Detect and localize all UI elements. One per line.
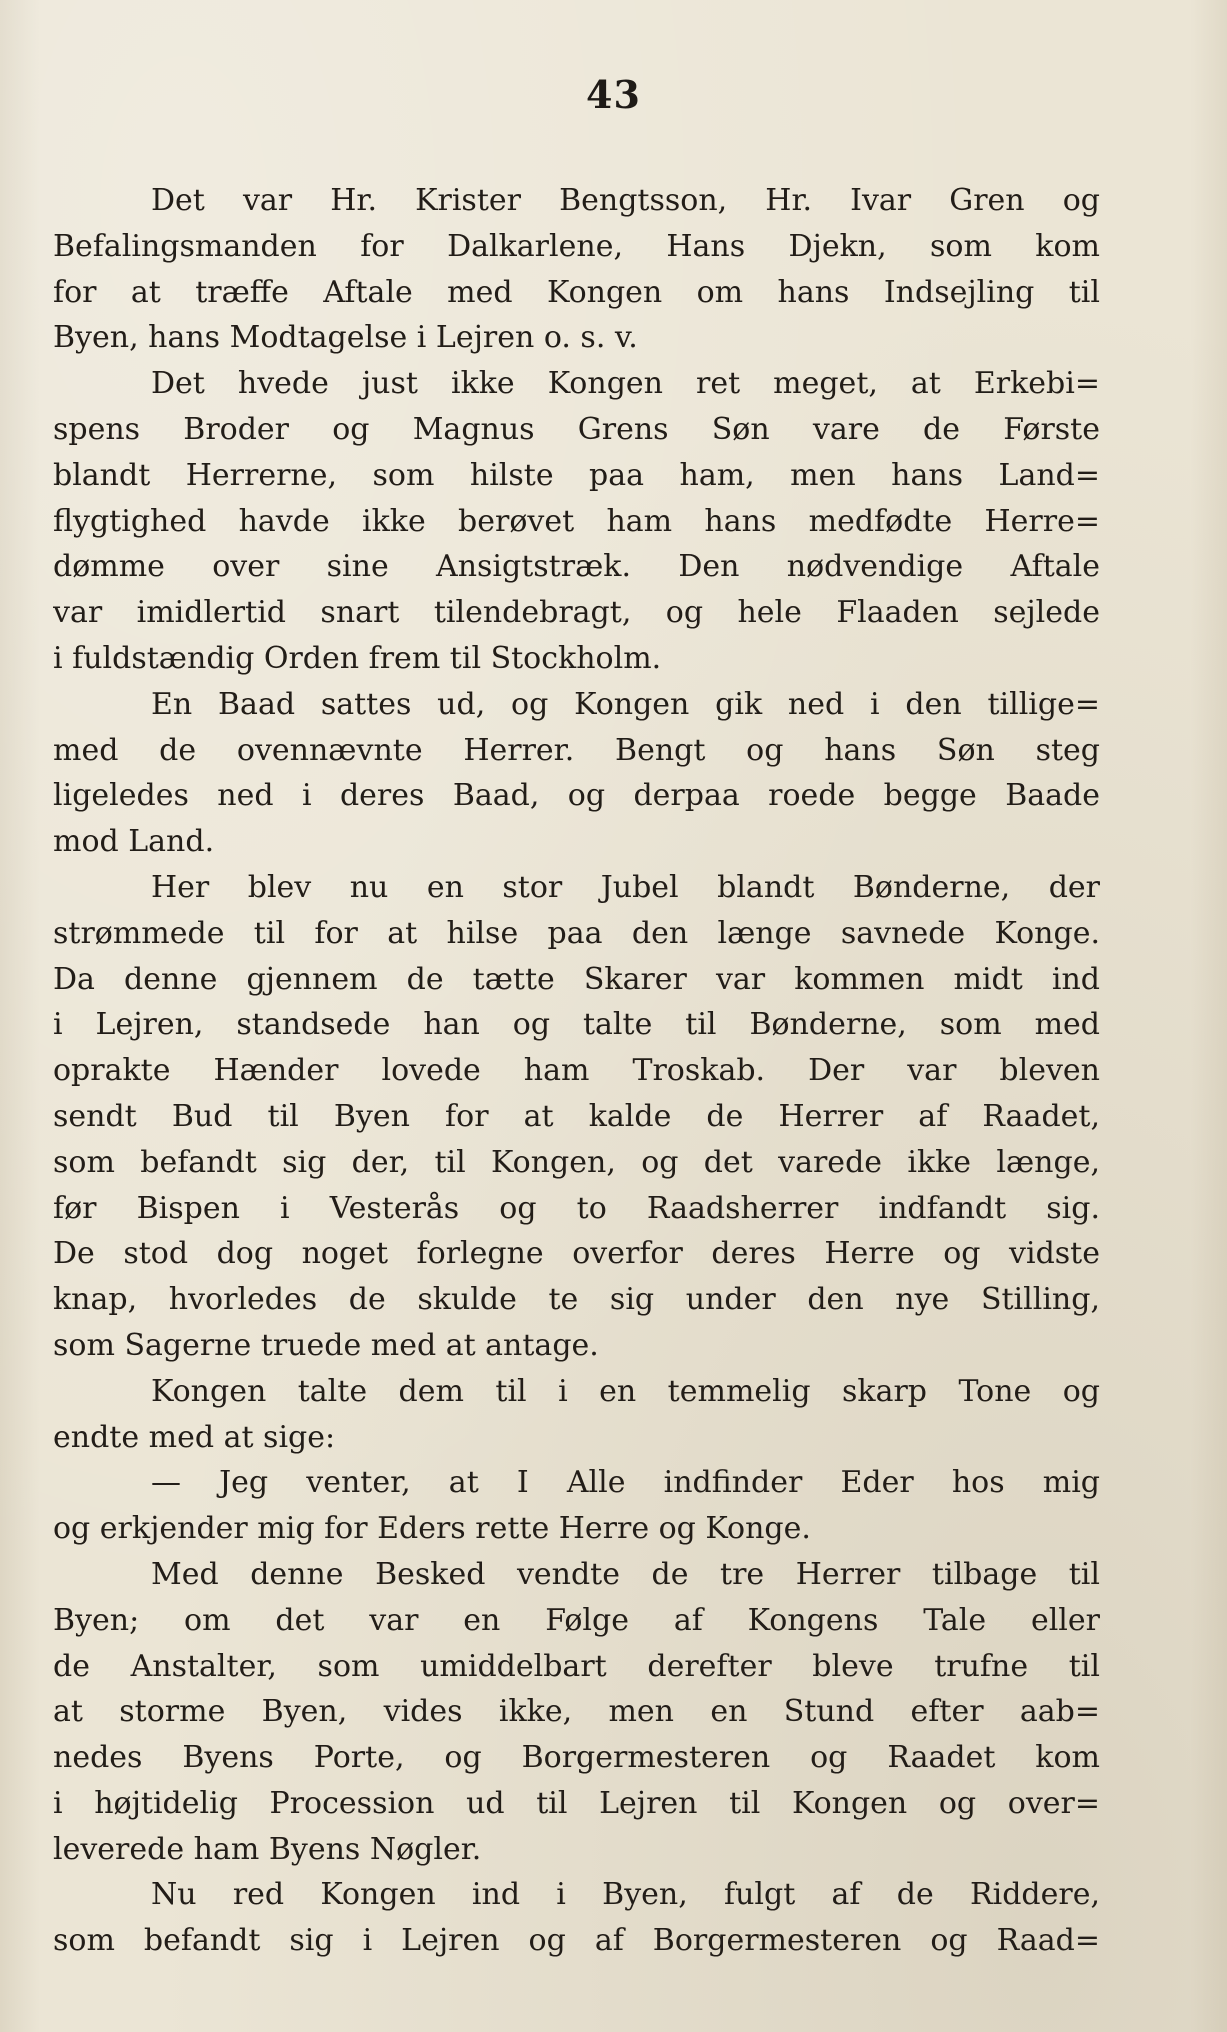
- text-line: nedes Byens Porte, og Borgermesteren og Raadet kom: [53, 1740, 1100, 1776]
- text-line: blandt Herrerne, som hilste paa ham, men hans Land=: [53, 457, 1100, 493]
- text-line: Kongen talte dem til i en temmelig skarp Tone og: [151, 1373, 1100, 1409]
- text-line: som befandt sig i Lejren og af Borgermesteren og Raad=: [53, 1923, 1100, 1959]
- text-line: i højtidelig Procession ud til Lejren til Kongen og over=: [53, 1785, 1100, 1821]
- text-line: og erkjender mig for Eders rette Herre og Konge.: [53, 1511, 811, 1547]
- text-line: mod Land.: [53, 824, 215, 860]
- body-text: [53, 178, 1100, 1964]
- text-line: at storme Byen, vides ikke, men en Stund efter aab=: [53, 1694, 1100, 1730]
- text-line: Byen; om det var en Følge af Kongens Tale eller: [53, 1602, 1100, 1638]
- text-line: som Sagerne truede med at antage.: [53, 1327, 599, 1363]
- text-line: leverede ham Byens Nøgler.: [53, 1831, 482, 1867]
- page-number: 43: [586, 72, 641, 117]
- text-line: Med denne Besked vendte de tre Herrer tilbage til: [151, 1556, 1100, 1592]
- text-line: de Anstalter, som umiddelbart derefter bleve trufne til: [53, 1648, 1100, 1684]
- text-line: knap, hvorledes de skulde te sig under den nye Stilling,: [53, 1282, 1100, 1318]
- text-line: ligeledes ned i deres Baad, og derpaa roede begge Baade: [53, 778, 1100, 814]
- text-line: Befalingsmanden for Dalkarlene, Hans Djekn, som kom: [53, 228, 1100, 264]
- text-line: dømme over sine Ansigtstræk. Den nødvendige Aftale: [53, 549, 1100, 585]
- text-line: strømmede til for at hilse paa den længe savnede Konge.: [53, 915, 1100, 951]
- text-line: flygtighed havde ikke berøvet ham hans medfødte Herre=: [53, 503, 1100, 539]
- text-line: sendt Bud til Byen for at kalde de Herrer af Raadet,: [53, 1098, 1100, 1134]
- text-line: endte med at sige:: [53, 1419, 336, 1455]
- text-line: for at træffe Aftale med Kongen om hans Indsejling til: [53, 274, 1100, 310]
- text-line: Byen, hans Modtagelse i Lejren o. s. v.: [53, 320, 638, 356]
- text-line: oprakte Hænder lovede ham Troskab. Der var bleven: [53, 1053, 1100, 1089]
- text-line: spens Broder og Magnus Grens Søn vare de Første: [53, 411, 1100, 447]
- text-line: De stod dog noget forlegne overfor deres Herre og vidste: [53, 1236, 1100, 1272]
- text-line: — Jeg venter, at I Alle indfinder Eder hos mig: [151, 1465, 1100, 1501]
- text-line: Det var Hr. Krister Bengtsson, Hr. Ivar Gren og: [151, 183, 1100, 218]
- text-line: som befandt sig der, til Kongen, og det varede ikke længe,: [53, 1144, 1100, 1180]
- text-line: Da denne gjennem de tætte Skarer var kommen midt ind: [53, 961, 1100, 997]
- text-line: var imidlertid snart tilendebragt, og hele Flaaden sejlede: [53, 595, 1100, 631]
- text-line: Det hvede just ikke Kongen ret meget, at Erkebi=: [151, 366, 1100, 402]
- text-line: Nu red Kongen ind i Byen, fulgt af de Riddere,: [151, 1877, 1100, 1913]
- text-line: i fuldstændig Orden frem til Stockholm.: [53, 640, 662, 676]
- text-line: i Lejren, standsede han og talte til Bønderne, som med: [53, 1007, 1100, 1043]
- text-line: Her blev nu en stor Jubel blandt Bønderne, der: [151, 869, 1100, 905]
- text-line: før Bispen i Vesterås og to Raadsherrer indfandt sig.: [53, 1190, 1100, 1226]
- text-line: med de ovennævnte Herrer. Bengt og hans Søn steg: [53, 732, 1100, 768]
- text-line: En Baad sattes ud, og Kongen gik ned i den tillige=: [151, 686, 1100, 722]
